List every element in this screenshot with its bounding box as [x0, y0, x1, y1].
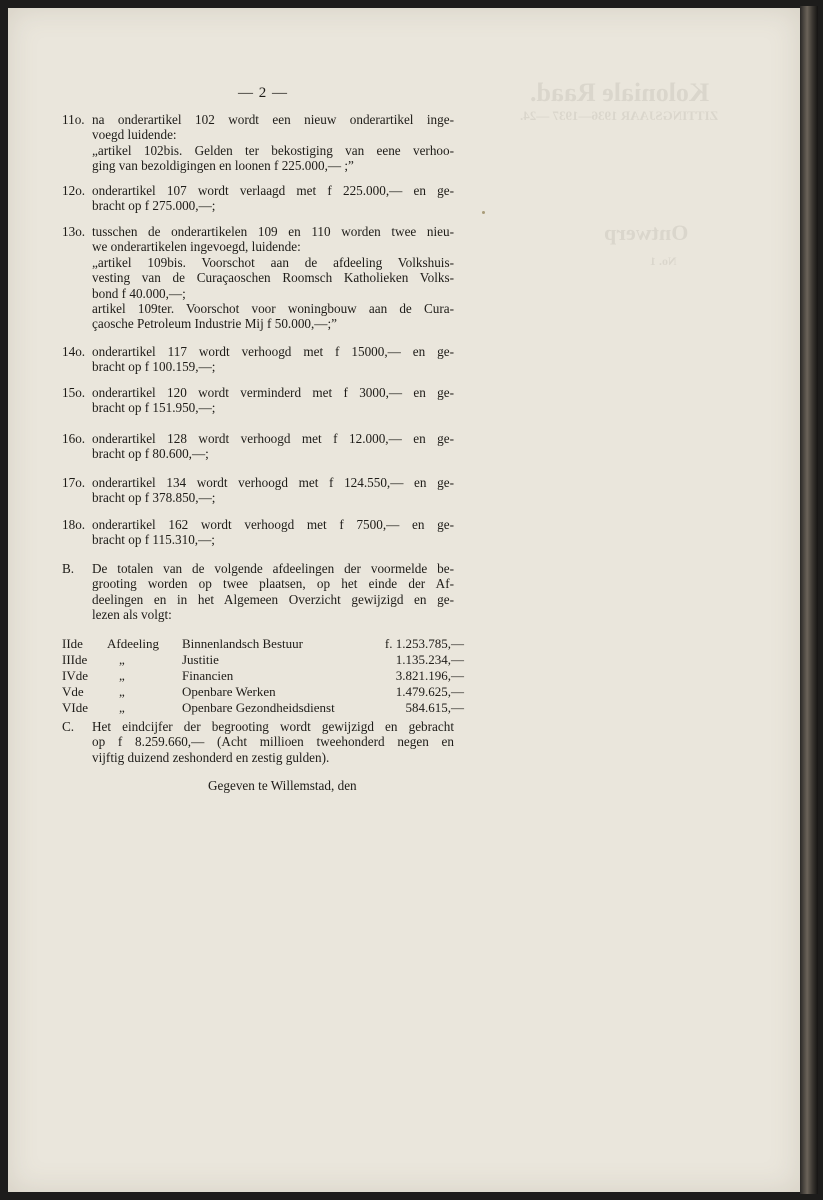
- item-line: onderartikel 120 wordt verminderd met f 3000,— en ge-: [92, 385, 454, 400]
- section-line: lezen als volgt:: [92, 607, 172, 623]
- item-number: 12o.: [62, 183, 86, 198]
- totals-table: [62, 636, 464, 716]
- item-number: 11o.: [62, 112, 85, 127]
- dept-amount: f. 1.253.785,—: [384, 636, 464, 651]
- item-line: vesting van de Curaçaoschen Roomsch Katholieken Volks-: [92, 270, 454, 286]
- dept-ordinal: IIIde: [62, 652, 88, 667]
- item-line: bracht op f 151.950,—;: [92, 400, 216, 416]
- dept-amount: 1.479.625,—: [395, 684, 464, 699]
- item-number: 14o.: [62, 344, 86, 359]
- section-label: B.: [62, 561, 75, 576]
- table-row: [62, 636, 464, 652]
- item-line: ging van bezoldigingen en loonen f 225.000,— ;”: [92, 158, 354, 174]
- section-b: [62, 561, 454, 623]
- section-line: deelingen en in het Algemeen Overzicht gewijzigd en ge-: [92, 591, 454, 607]
- item-line: „artikel 109bis. Voorschot aan de afdeeling Volkshuis-: [92, 254, 454, 270]
- list-item: [62, 112, 454, 174]
- dept-name: Openbare Werken: [182, 684, 276, 699]
- item-number: 16o.: [62, 431, 86, 446]
- dept-amount: 1.135.234,—: [395, 652, 464, 667]
- section-c: [62, 719, 454, 765]
- dept-amount: 3.821.196,—: [395, 668, 464, 683]
- dept-prefix: Afdeeling: [107, 636, 159, 651]
- table-row: [62, 684, 464, 700]
- item-line: „artikel 102bis. Gelden ter bekostiging van eene verhoo-: [92, 142, 454, 158]
- document-page: [8, 8, 800, 1192]
- item-line: bracht op f 80.600,—;: [92, 446, 209, 462]
- table-row: [62, 652, 464, 668]
- section-line: vijftig duizend zeshonderd en zestig gulden).: [92, 749, 330, 765]
- item-line: tusschen de onderartikelen 109 en 110 worden twee nieu-: [92, 224, 454, 239]
- bleed-through-title: Ontwerp: [604, 220, 689, 245]
- table-row: [62, 668, 464, 684]
- list-item: [62, 475, 454, 506]
- item-line: onderartikel 134 wordt verhoogd met f 124.550,— en ge-: [92, 475, 454, 490]
- table-row: [62, 700, 464, 716]
- item-number: 18o.: [62, 517, 86, 532]
- dept-name: Justitie: [182, 652, 219, 667]
- item-line: onderartikel 162 wordt verhoogd met f 7500,— en ge-: [92, 517, 454, 532]
- dept-name: Financien: [182, 668, 234, 683]
- item-line: bracht op f 378.850,—;: [92, 490, 216, 506]
- item-line: we onderartikelen ingevoegd, luidende:: [92, 239, 301, 255]
- paper-speck: [482, 211, 485, 214]
- dept-ordinal: IIde: [62, 636, 83, 651]
- item-line: bond f 40.000,—;: [92, 285, 186, 301]
- list-item: [62, 517, 454, 548]
- section-label: C.: [62, 719, 75, 734]
- bleed-through-subheading: ZITTINGSJAAR 1936—1937 —24.: [520, 108, 719, 123]
- section-line: grooting worden op twee plaatsen, op het einde der Af-: [92, 576, 454, 592]
- item-line: onderartikel 107 wordt verlaagd met f 225.000,— en ge-: [92, 183, 454, 198]
- dept-prefix: „: [119, 684, 125, 699]
- closing-line: Gegeven te Willemstad, den: [208, 778, 357, 793]
- item-number: 13o.: [62, 224, 86, 239]
- item-line: onderartikel 128 wordt verhoogd met f 12.000,— en ge-: [92, 431, 454, 446]
- dept-name: Openbare Gezondheidsdienst: [182, 700, 335, 715]
- item-line: na onderartikel 102 wordt een nieuw onderartikel inge-: [92, 112, 454, 127]
- dept-name: Binnenlandsch Bestuur: [182, 636, 303, 651]
- binding-spine: [800, 6, 818, 1194]
- item-number: 15o.: [62, 385, 86, 400]
- bleed-through-heading: Koloniale Raad.: [530, 78, 710, 107]
- item-line: bracht op f 115.310,—;: [92, 532, 215, 548]
- section-line: De totalen van de volgende afdeelingen der voormelde be-: [92, 561, 454, 576]
- section-line: Het eindcijfer der begrooting wordt gewijzigd en gebracht: [92, 719, 454, 734]
- list-item: [62, 385, 454, 416]
- section-line: op f 8.259.660,— (Acht millioen tweehonderd negen en: [92, 734, 454, 750]
- list-item: [62, 183, 454, 214]
- dept-ordinal: VIde: [62, 700, 88, 715]
- list-item: [62, 344, 454, 375]
- dept-ordinal: Vde: [62, 684, 84, 699]
- dept-prefix: „: [119, 700, 125, 715]
- dept-prefix: „: [119, 668, 125, 683]
- item-line: voegd luidende:: [92, 127, 177, 143]
- dept-prefix: „: [119, 652, 125, 667]
- dept-ordinal: IVde: [62, 668, 88, 683]
- bleed-through-number: No. 1: [650, 254, 677, 268]
- page-number: — 2 —: [238, 85, 288, 101]
- item-line: bracht op f 275.000,—;: [92, 198, 216, 214]
- list-item: [62, 431, 454, 462]
- list-item: [62, 224, 454, 332]
- dept-amount: 584.615,—: [405, 700, 464, 715]
- item-line: bracht op f 100.159,—;: [92, 359, 216, 375]
- item-line: artikel 109ter. Voorschot voor woningbouw aan de Cura-: [92, 301, 454, 317]
- item-line: onderartikel 117 wordt verhoogd met f 15000,— en ge-: [92, 344, 454, 359]
- item-number: 17o.: [62, 475, 86, 490]
- item-line: çaosche Petroleum Industrie Mij f 50.000,—;”: [92, 316, 338, 332]
